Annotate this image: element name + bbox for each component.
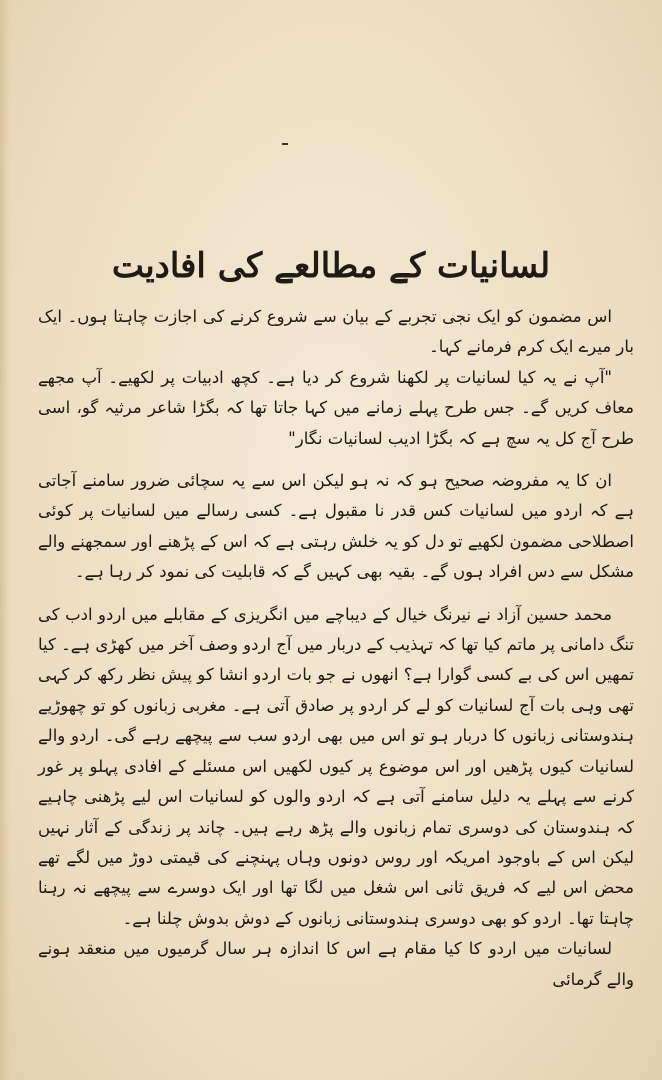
paragraph-5: لسانیات میں اردو کا کیا مقام ہے اس کا اندازہ ہر سال گرمیوں میں منعقد ہونے والے گرمائی <box>38 939 634 989</box>
paragraph-2: "آپ نے یہ کیا لسانیات پر لکھنا شروع کر دیا ہے۔ کچھ ادبیات پر لکھیے۔ آپ مجھے معاف کریں گے۔ جس طرح پہلے زمانے میں کہا جاتا تھا کہ بگڑا شاعر مرثیہ گو، اسی طرح آج کل یہ سچ ہے کہ بگڑا ادیب لسانیات نگار" <box>38 367 634 448</box>
page-spine-shadow <box>0 0 10 1080</box>
paragraph-gap <box>38 588 634 600</box>
paragraph-1: اس مضمون کو ایک نجی تجربے کے بیان سے شروع کرنے کی اجازت چاہتا ہوں۔ ایک بار میرے ایک کرم فرمانے کہا۔ <box>38 307 634 357</box>
paragraph-3: ان کا یہ مفروضہ صحیح ہو کہ نہ ہو لیکن اس سے یہ سچائی ضرور سامنے آجاتی ہے کہ اردو میں لسانیات کس قدر نا مقبول ہے۔ کسی رسالے میں لسانیات پر کوئی اصطلاحی مضمون لکھیے تو دل کو یہ خلش رہتی ہے کہ اس کے پڑھنے اور سمجھنے والے مشکل سے دس افراد ہوں گے۔ بقیہ بھی کہیں گے کہ قابلیت کی نمود کر رہا ہے۔ <box>38 471 634 582</box>
paragraph-4: محمد حسین آزاد نے نیرنگ خیال کے دیباچے میں انگریزی کے مقابلے میں اردو ادب کی تنگ دامانی پر ماتم کیا تھا کہ تہذیب کے دربار میں آج اردو وصف آخر میں کھڑی ہے۔ کیا تمھیں اس کی بے کسی گوارا ہے؟ انھوں نے جو بات اردو انشا کو پیش نظر رکھ کر کہی تھی وہی بات آج لسانیات کو لے کر اردو پر صادق آتی ہے۔ مغربی زبانوں کو تو چھوڑیے ہندوستانی زبانوں کا دربار ہو تو اس میں بھی اردو سب سے پیچھے رہے گی۔ اردو والے لسانیات کیوں پڑھیں اور اس موضوع پر کیوں لکھیں اس مسئلے کے افادی پہلو پر غور کرنے سے پہلے یہ دلیل سامنے آتی ہے کہ اردو والوں کو لسانیات اس لیے پڑھنی چاہیے کہ ہندوستان کی دوسری تمام زبانوں والے پڑھ رہے ہیں۔ چاند پر زندگی کے آثار نہیں لیکن اس کے باوجود امریکہ اور روس دونوں وہاں پہنچنے کی قیمتی دوڑ میں لگے تھے محض اس لیے کہ فریق ثانی اس شغل میں لگا تھا اور ایک دوسرے سے پیچھے نہ رہنا چاہتا تھا۔ اردو کو بھی دوسری ہندوستانی زبانوں کے دوش بدوش چلنا ہے۔ <box>38 604 634 928</box>
stray-mark <box>282 143 288 145</box>
body-text <box>38 302 634 995</box>
chapter-title: لسانیات کے مطالعے کی افادیت <box>111 245 551 286</box>
paragraph-gap <box>38 454 634 466</box>
